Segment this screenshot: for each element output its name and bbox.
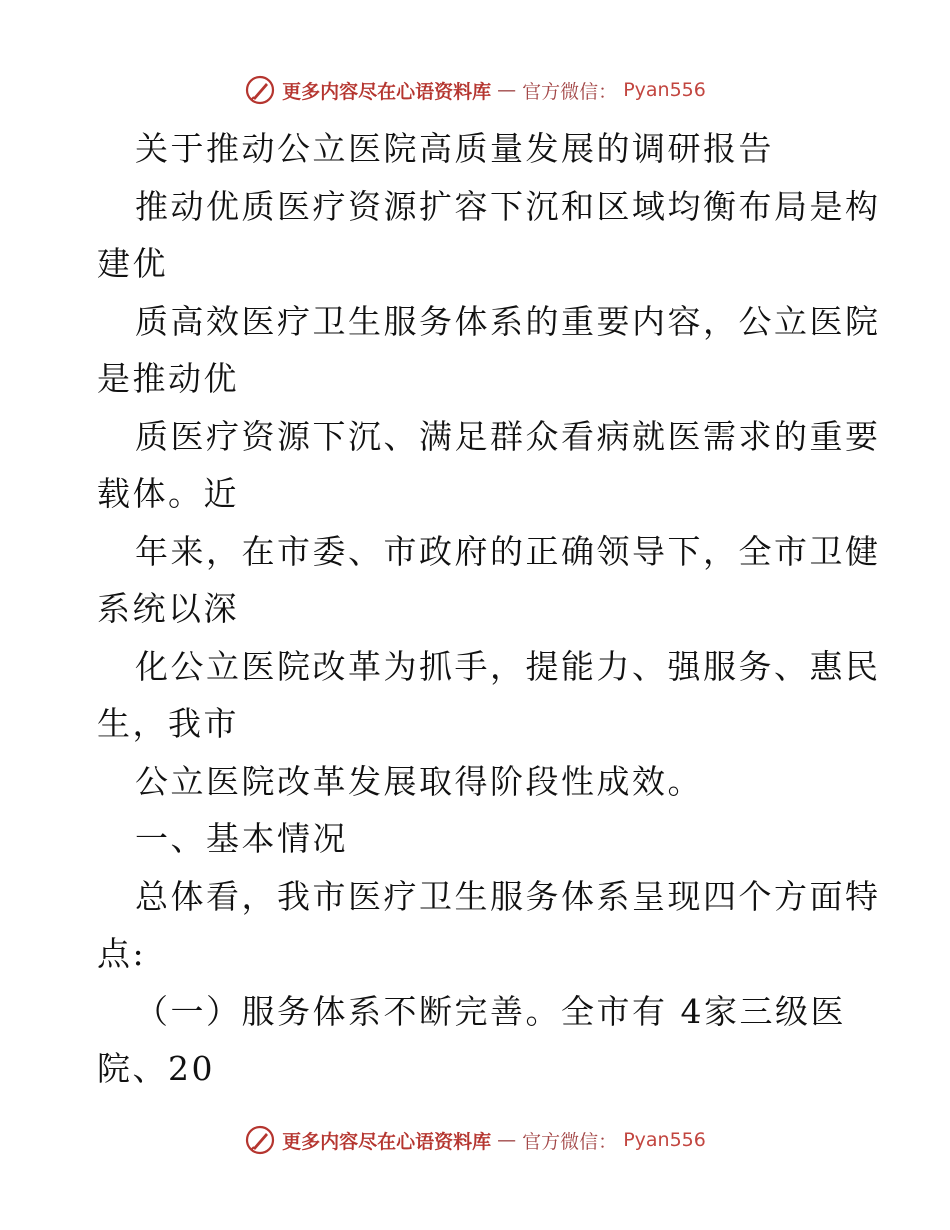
watermark-separator: — [497,79,517,101]
paragraph-line: 载体。近 [97,474,239,513]
paragraph-line: 推动优质医疗资源扩容下沉和区域均衡布局是构 [135,186,881,226]
paragraph-line: 院、20 [97,1049,215,1088]
quill-logo-icon [244,1124,276,1156]
document-title: 关于推动公立医院高质量发展的调研报告 [135,129,774,168]
watermark-wechat-label: 官方微信： [522,1130,618,1153]
paragraph-line: 化公立医院改革为抓手，提能力、强服务、惠民 [135,646,881,686]
paragraph-line: 系统以深 [97,589,239,628]
quill-logo-icon [244,74,276,106]
paragraph-line: 建优 [97,244,168,283]
watermark-main-text: 更多内容尽在心语资料库 [282,80,492,103]
watermark-wechat-label: 官方微信： [522,80,618,103]
watermark-separator: — [497,1129,517,1151]
paragraph-line: 点: [97,934,147,973]
watermark-wechat-id: Pyan556 [623,1129,706,1151]
paragraph-line: 公立医院改革发展取得阶段性成效。 [135,761,703,801]
paragraph-line: 年来，在市委、市政府的正确领导下，全市卫健 [135,531,881,571]
watermark-header [0,74,950,106]
paragraph-line: 质医疗资源下沉、满足群众看病就医需求的重要 [135,416,881,456]
watermark-footer [0,1124,950,1156]
paragraph-line: （一）服务体系不断完善。全市有 4家三级医 [135,991,846,1031]
section-heading: 一、基本情况 [135,819,348,858]
watermark-wechat-id: Pyan556 [623,79,706,101]
paragraph-line: 是推动优 [97,359,239,398]
document-body [97,120,881,1098]
paragraph-line: 总体看，我市医疗卫生服务体系呈现四个方面特 [135,876,881,916]
paragraph-line: 质高效医疗卫生服务体系的重要内容，公立医院 [135,301,881,341]
watermark-main-text: 更多内容尽在心语资料库 [282,1130,492,1153]
paragraph-line: 生，我市 [97,704,239,743]
